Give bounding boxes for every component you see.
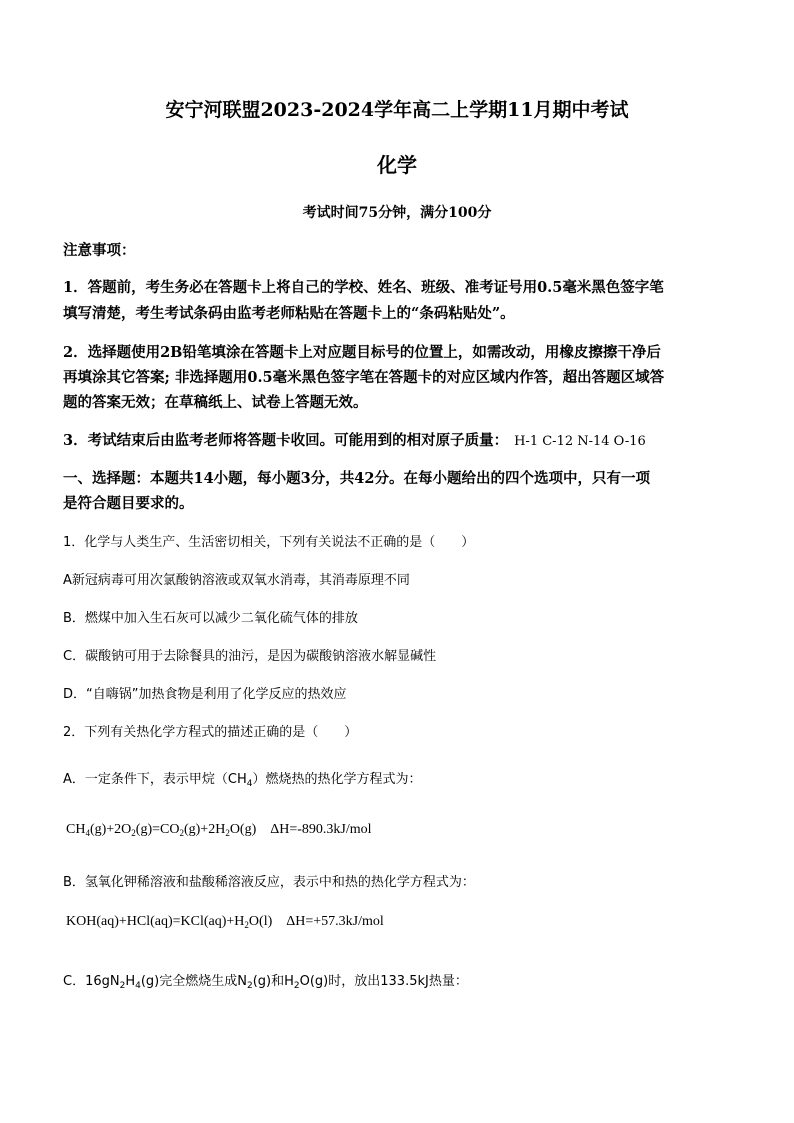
- exam-title: 安宁河联盟2023-2024学年高二上学期11月期中考试: [165, 99, 629, 121]
- question-2-option-a: A．一定条件下，表示甲烷$(CH_4)$燃烧热的热化学方程式为：: [63, 772, 422, 789]
- note-1-line-2: 填写清楚，考生考试条码由监考老师粘贴在答题卡上的“条码粘贴处”。: [63, 305, 515, 322]
- note-1-line-1: 1．答题前，考生务必在答题卡上将自己的学校、姓名、班级、准考证号用0.5毫米黑色签字笔: [63, 279, 664, 296]
- note-2-line-1: 2．选择题使用2B铅笔填涂在答题卡上对应题目标号的位置上，如需改动，用橡皮擦擦干净后: [63, 344, 661, 361]
- question-2-stem: 2．下列有关热化学方程式的描述正确的是（ ）: [63, 725, 358, 740]
- notes-heading: 注意事项：: [63, 242, 136, 259]
- enthalpy-a: ΔH=-890.3kJ/mol: [270, 822, 372, 837]
- enthalpy-b: ΔH=+57.3kJ/mol: [286, 914, 384, 929]
- question-1-option-b: B．燃煤中加入生石灰可以减少二氧化硫气体的排放: [63, 611, 358, 626]
- section-1-heading-line-2: 是符合题目要求的。: [63, 495, 194, 512]
- note-3-text: 3．考试结束后由监考老师将答题卡收回。可能用到的相对原子质量：: [63, 432, 509, 449]
- question-1-option-d: D．“自嗨锅”加热食物是利用了化学反应的热效应: [63, 687, 347, 702]
- note-3: [63, 429, 646, 450]
- equation-a: $CH_4(g)+2O_2(g)=CO_2(g)+2H_2O(g)$ ΔH=-890.3kJ/mol: [66, 822, 372, 838]
- note-2-line-2: 再填涂其它答案; 非选择题用0.5毫米黑色签字笔在答题卡的对应区域内作答，超出答题区域答: [63, 369, 665, 386]
- question-2-option-c: C．$16gN_2H_4(g)$完全燃烧生成$N_2(g)$和$H_2O(g)$时，放出133.5kJ热量：: [63, 974, 468, 991]
- question-1-stem: 1．化学与人类生产、生活密切相关，下列有关说法不正确的是（ ）: [63, 535, 475, 550]
- exam-info: 考试时间75分钟，满分100分: [302, 205, 492, 221]
- subject-title: 化学: [377, 153, 417, 177]
- note-2-line-3: 题的答案无效；在草稿纸上、试卷上答题无效。: [63, 394, 368, 411]
- question-1-option-c: C．碳酸钠可用于去除餐具的油污，是因为碳酸钠溶液水解显碱性: [63, 649, 437, 664]
- equation-b: $KOH(aq)+HCl(aq)=KCl(aq)+H_2O(l)$ ΔH=+57.3kJ/mol: [66, 914, 384, 930]
- question-2-option-b: B．氢氧化钾稀溶液和盐酸稀溶液反应，表示中和热的热化学方程式为：: [63, 875, 475, 890]
- atomic-masses: H-1 C-12 N-14 O-16: [514, 434, 646, 449]
- question-1-option-a: A新冠病毒可用次氯酸钠溶液或双氧水消毒，其消毒原理不同: [63, 573, 410, 588]
- section-1-heading-line-1: 一、选择题：本题共14小题，每小题3分，共42分。在每小题给出的四个选项中，只有一项: [63, 470, 650, 487]
